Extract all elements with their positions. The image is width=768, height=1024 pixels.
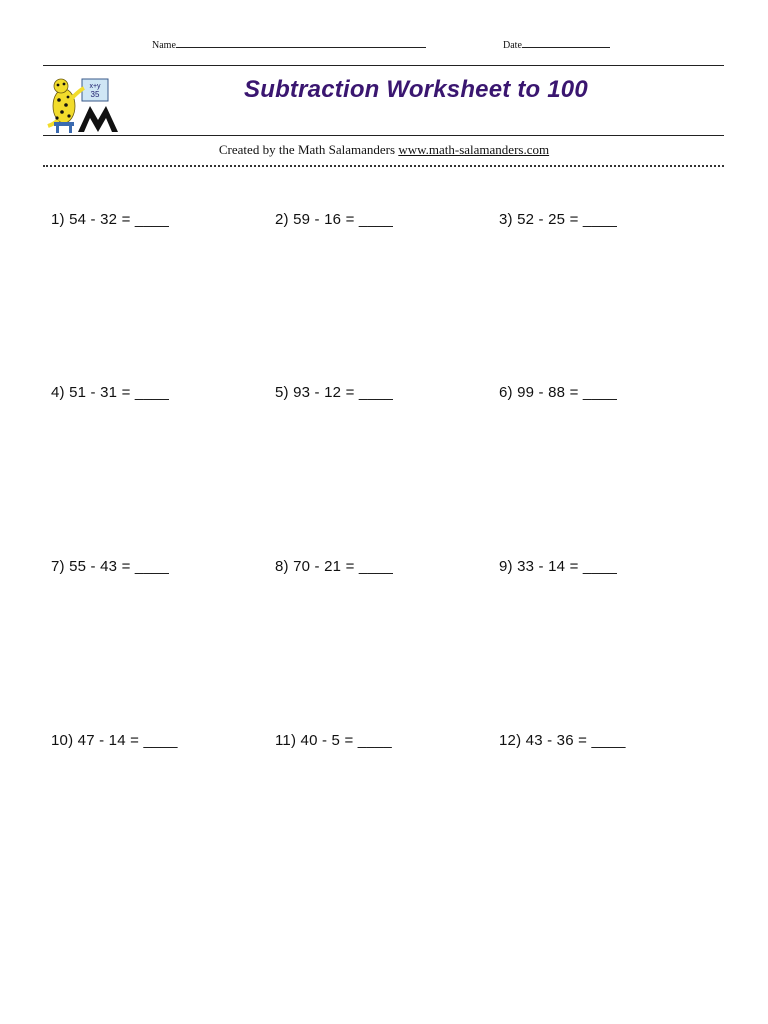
- math-salamanders-logo: [44, 76, 124, 134]
- website-link[interactable]: www.math-salamanders.com: [398, 142, 550, 157]
- problem-12: 12) 43 - 36 = ____: [499, 732, 626, 749]
- salamander-mascot-icon: [44, 76, 124, 134]
- svg-text:35: 35: [90, 90, 100, 99]
- problem-3: 3) 52 - 25 = ____: [499, 211, 618, 228]
- name-field[interactable]: [152, 38, 426, 51]
- name-date-row: [0, 38, 768, 56]
- worksheet-title: Subtraction Worksheet to 100: [244, 76, 588, 103]
- problem-2: 2) 59 - 16 = ____: [275, 211, 394, 228]
- problem-8: 8) 70 - 21 = ____: [275, 558, 394, 575]
- date-field[interactable]: [503, 38, 610, 51]
- credit-text: Created by the Math Salamanders: [218, 142, 396, 157]
- date-label: Date: [503, 40, 522, 51]
- problem-1: 1) 54 - 32 = ____: [51, 211, 170, 228]
- problem-6: 6) 99 - 88 = ____: [499, 384, 618, 401]
- problem-5: 5) 93 - 12 = ____: [275, 384, 394, 401]
- problem-11: 11) 40 - 5 = ____: [275, 732, 392, 749]
- problem-9: 9) 33 - 14 = ____: [499, 558, 618, 575]
- problem-10: 10) 47 - 14 = ____: [51, 732, 178, 749]
- dotted-divider: [43, 165, 724, 167]
- name-label: Name: [152, 40, 176, 51]
- svg-text:x+y: x+y: [89, 83, 101, 90]
- problem-4: 4) 51 - 31 = ____: [51, 384, 170, 401]
- problem-7: 7) 55 - 43 = ____: [51, 558, 170, 575]
- name-blank-line[interactable]: [176, 38, 426, 48]
- date-blank-line[interactable]: [522, 38, 610, 48]
- title-divider: [43, 135, 724, 136]
- credit-line: [0, 142, 768, 158]
- top-divider: [43, 65, 724, 66]
